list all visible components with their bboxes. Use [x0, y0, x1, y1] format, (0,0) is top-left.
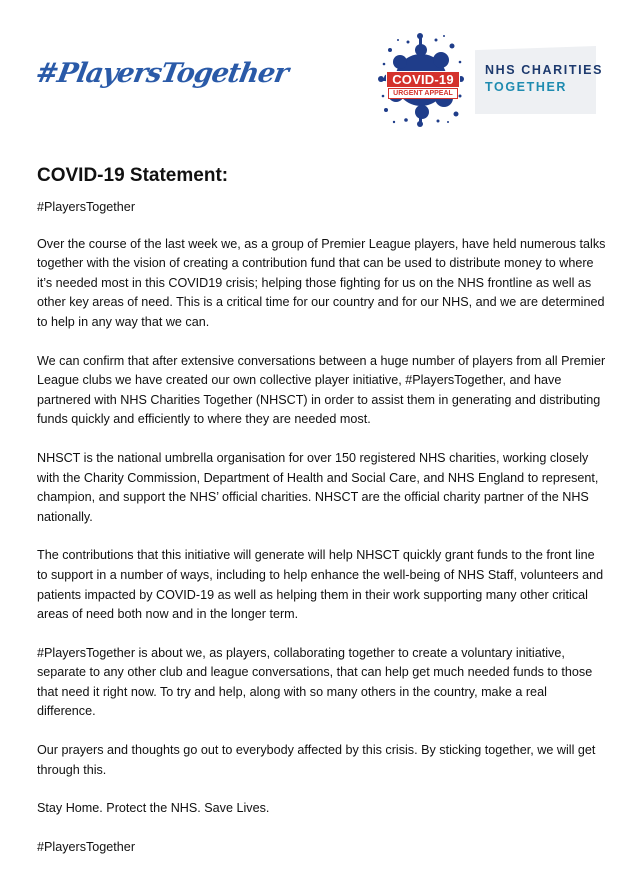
hashtag-bottom: #PlayersTogether: [37, 839, 136, 854]
urgent-appeal-banner: URGENT APPEAL: [388, 88, 458, 99]
covid-urgent-appeal-logo: [378, 32, 464, 128]
statement-title: COVID-19 Statement:: [37, 165, 229, 186]
nhs-charities-logo-line2: TOGETHER: [485, 80, 568, 94]
statement-body: [37, 164, 607, 876]
paragraph-prayers: Our prayers and thoughts go out to everybody affected by this crisis. By sticking together, we will get through this.: [37, 743, 596, 777]
paragraph-slogan: Stay Home. Protect the NHS. Save Lives.: [37, 801, 270, 816]
hashtag-top: #PlayersTogether: [37, 200, 136, 214]
paragraph-about: #PlayersTogether is about we, as players, collaborating together to create a voluntary initiative, separate to any other club and league conversations, that can help get much needed funds to those that need it right now. To try and help, along with so many others in the country, make a real difference.: [37, 645, 593, 719]
paragraph-intro: Over the course of the last week we, as a group of Premier League players, have held numerous talks together with the vision of creating a contribution fund that can be used to distribute money to where it’s needed most in this COVID19 crisis; helping those fighting for us on the NHS frontline as well as other key areas of need. This is a critical time for our country and for our NHS, and we are determined to help in any way that we can.: [37, 236, 606, 329]
paragraph-initiative: We can confirm that after extensive conversations between a huge number of players from all Premier League clubs we have created our own collective player initiative, #PlayersTogether, and have partnered with NHS Charities Together (NHSCT) in order to assist them in generating and distributing funds quickly and efficiently to where they are needed most.: [37, 353, 606, 427]
paragraph-nhsct: NHSCT is the national umbrella organisation for over 150 registered NHS charities, working closely with the Charity Commission, Department of Health and Social Care, and NHS England to represent, champion, and support the NHS’ official charities. NHSCT are the official charity partner of the NHS nationally.: [37, 450, 599, 524]
header-banner: [0, 0, 634, 150]
nhs-charities-logo-line1: NHS CHARITIES: [485, 63, 604, 77]
covid-19-banner: COVID-19: [386, 71, 460, 88]
players-together-logo: #PlayersTogether: [33, 58, 291, 89]
paragraph-contributions: The contributions that this initiative will generate will help NHSCT quickly grant funds to the front line to support in a number of ways, including to help enhance the well-being of NHS Staff, volunteers and patients impacted by COVID-19 as well as helping them in their work supporting many other critical areas of need both now and in the longer term.: [37, 548, 604, 622]
